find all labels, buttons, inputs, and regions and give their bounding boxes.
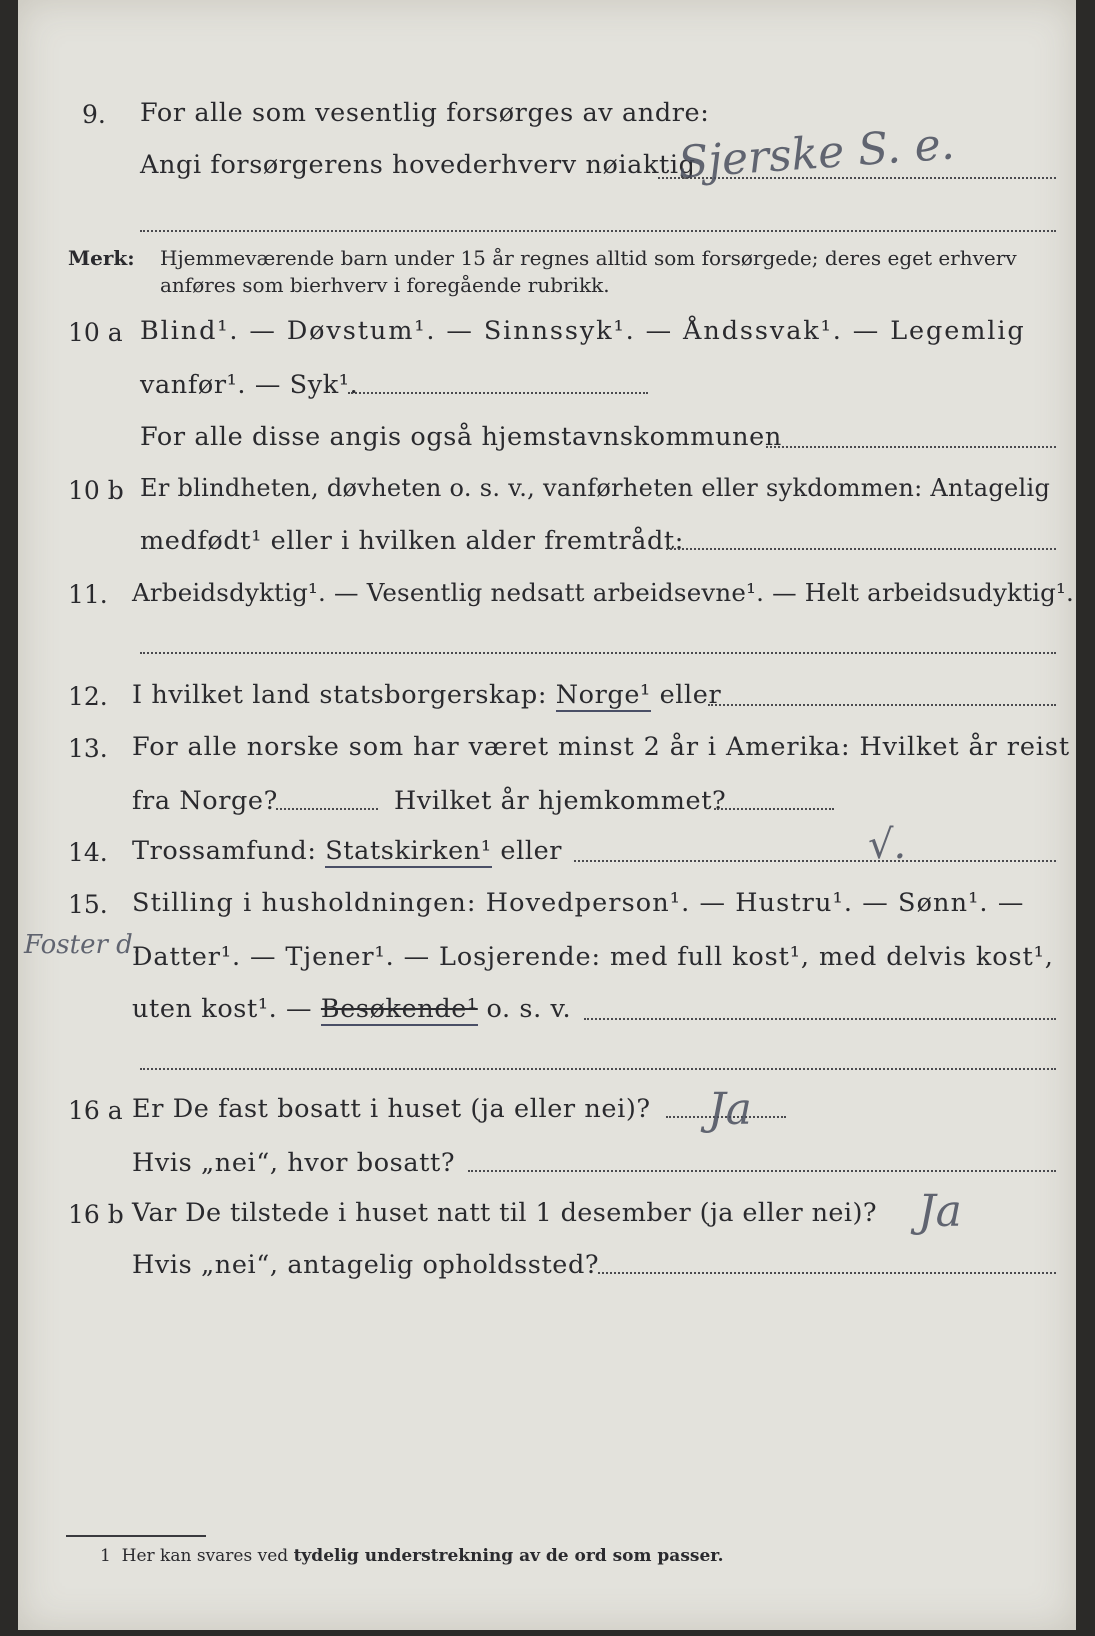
q11-number: 11.	[68, 580, 108, 609]
footnote-text-b: tydelig understrekning av de ord som passer.	[293, 1546, 724, 1566]
q10a-syk-dotted-line	[348, 392, 648, 394]
q10a-line3: For alle disse angis også hjemstavnskommunen	[140, 422, 782, 452]
q12-number: 12.	[68, 682, 108, 711]
q14-pre: Trossamfund:	[132, 836, 317, 866]
q9-handwritten-answer: Sjerske S. e.	[676, 118, 957, 189]
q15-dotted-line	[584, 1018, 1056, 1020]
q16a-bosatt-dotted-line	[468, 1170, 1056, 1172]
q13-line2b: Hvilket år hjemkommet?	[394, 786, 727, 816]
q14-line	[132, 836, 562, 866]
q16b-handwritten-answer: Ja	[918, 1186, 962, 1237]
q16a-number: 16 a	[68, 1096, 123, 1125]
q12-norge-underlined: Norge¹	[555, 680, 651, 710]
q16b-number: 16 b	[68, 1200, 124, 1229]
q15-line1: Stilling i husholdningen: Hovedperson¹. — Hustru¹. — Sønn¹. —	[132, 888, 1025, 918]
footnote-rule	[66, 1535, 206, 1537]
footnote-text-a: Her kan svares ved	[121, 1546, 289, 1566]
q11-line1: Arbeidsdyktig¹. — Vesentlig nedsatt arbeidsevne¹. — Helt arbeidsudyktig¹.	[132, 578, 1075, 607]
q12-line	[132, 680, 721, 710]
q13-line1: For alle norske som har været minst 2 år i Amerika: Hvilket år reist	[132, 732, 1070, 762]
q12-dotted-line	[708, 704, 1056, 706]
q15-line3	[132, 994, 571, 1024]
q15-blank-line	[140, 1068, 1056, 1070]
q9-blank-line	[140, 230, 1056, 232]
q14-dotted-line	[574, 860, 1056, 862]
footnote-mark: 1	[100, 1546, 111, 1566]
q10a-hjemstavn-dotted-line	[766, 446, 1056, 448]
merk-line2: anføres som bierhverv i foregående rubrikk.	[160, 273, 610, 297]
q9-line2: Angi forsørgerens hovederhverv nøiaktig	[140, 150, 696, 180]
q15-number: 15.	[68, 890, 108, 919]
q14-number: 14.	[68, 838, 108, 867]
q15-line3a: uten kost¹. —	[132, 994, 313, 1024]
q15-line2: Datter¹. — Tjener¹. — Losjerende: med full kost¹, med delvis kost¹,	[132, 942, 1054, 972]
q10b-dotted-line	[666, 548, 1056, 550]
q9-line1: For alle som vesentlig forsørges av andre:	[140, 98, 710, 128]
footnote	[100, 1546, 724, 1566]
q10b-number: 10 b	[68, 476, 124, 505]
q10a-line2: vanfør¹. — Syk¹.	[140, 370, 359, 400]
form-page	[18, 0, 1076, 1630]
q16a-line1: Er De fast bosatt i huset (ja eller nei)?	[132, 1094, 651, 1124]
q15-margin-handwritten-note: Foster d.	[24, 930, 142, 960]
q14-post: eller	[500, 836, 563, 866]
q13-number: 13.	[68, 734, 108, 763]
q16b-line1: Var De tilstede i huset natt til 1 desember (ja eller nei)?	[132, 1198, 877, 1228]
q10a-number: 10 a	[68, 318, 123, 347]
q13-line2a: fra Norge?	[132, 786, 278, 816]
q14-handwritten-answer: √.	[868, 822, 907, 868]
q12-pre: I hvilket land statsborgerskap:	[132, 680, 548, 710]
q15-besokende-crossed: Besøkende¹	[320, 994, 478, 1024]
q16b-dotted-line	[598, 1272, 1056, 1274]
merk-note	[68, 246, 135, 270]
q14-statskirken-underlined: Statskirken¹	[325, 836, 492, 866]
merk-label: Merk:	[68, 246, 135, 270]
q10b-line2: medfødt¹ eller i hvilken alder fremtrådt:	[140, 526, 684, 556]
q15-line3b: o. s. v.	[486, 994, 572, 1024]
q12-post: eller	[659, 680, 722, 710]
q16a-line2: Hvis „nei“, hvor bosatt?	[132, 1148, 456, 1178]
q9-number: 9.	[82, 100, 106, 129]
q13-hjemkommet-dotted-line	[714, 808, 834, 810]
merk-line1: Hjemmeværende barn under 15 år regnes alltid som forsørgede; deres eget erhverv	[160, 246, 1017, 270]
q11-blank-line	[140, 652, 1056, 654]
q16b-line2: Hvis „nei“, antagelig opholdssted?	[132, 1250, 600, 1280]
q10a-line1: Blind¹. — Døvstum¹. — Sinnssyk¹. — Åndssvak¹. — Legemlig	[140, 316, 1026, 346]
q10b-line1: Er blindheten, døvheten o. s. v., vanførheten eller sykdommen: Antagelig	[140, 474, 1051, 502]
q16a-handwritten-answer: Ja	[708, 1084, 752, 1135]
q13-reist-dotted-line	[276, 808, 378, 810]
